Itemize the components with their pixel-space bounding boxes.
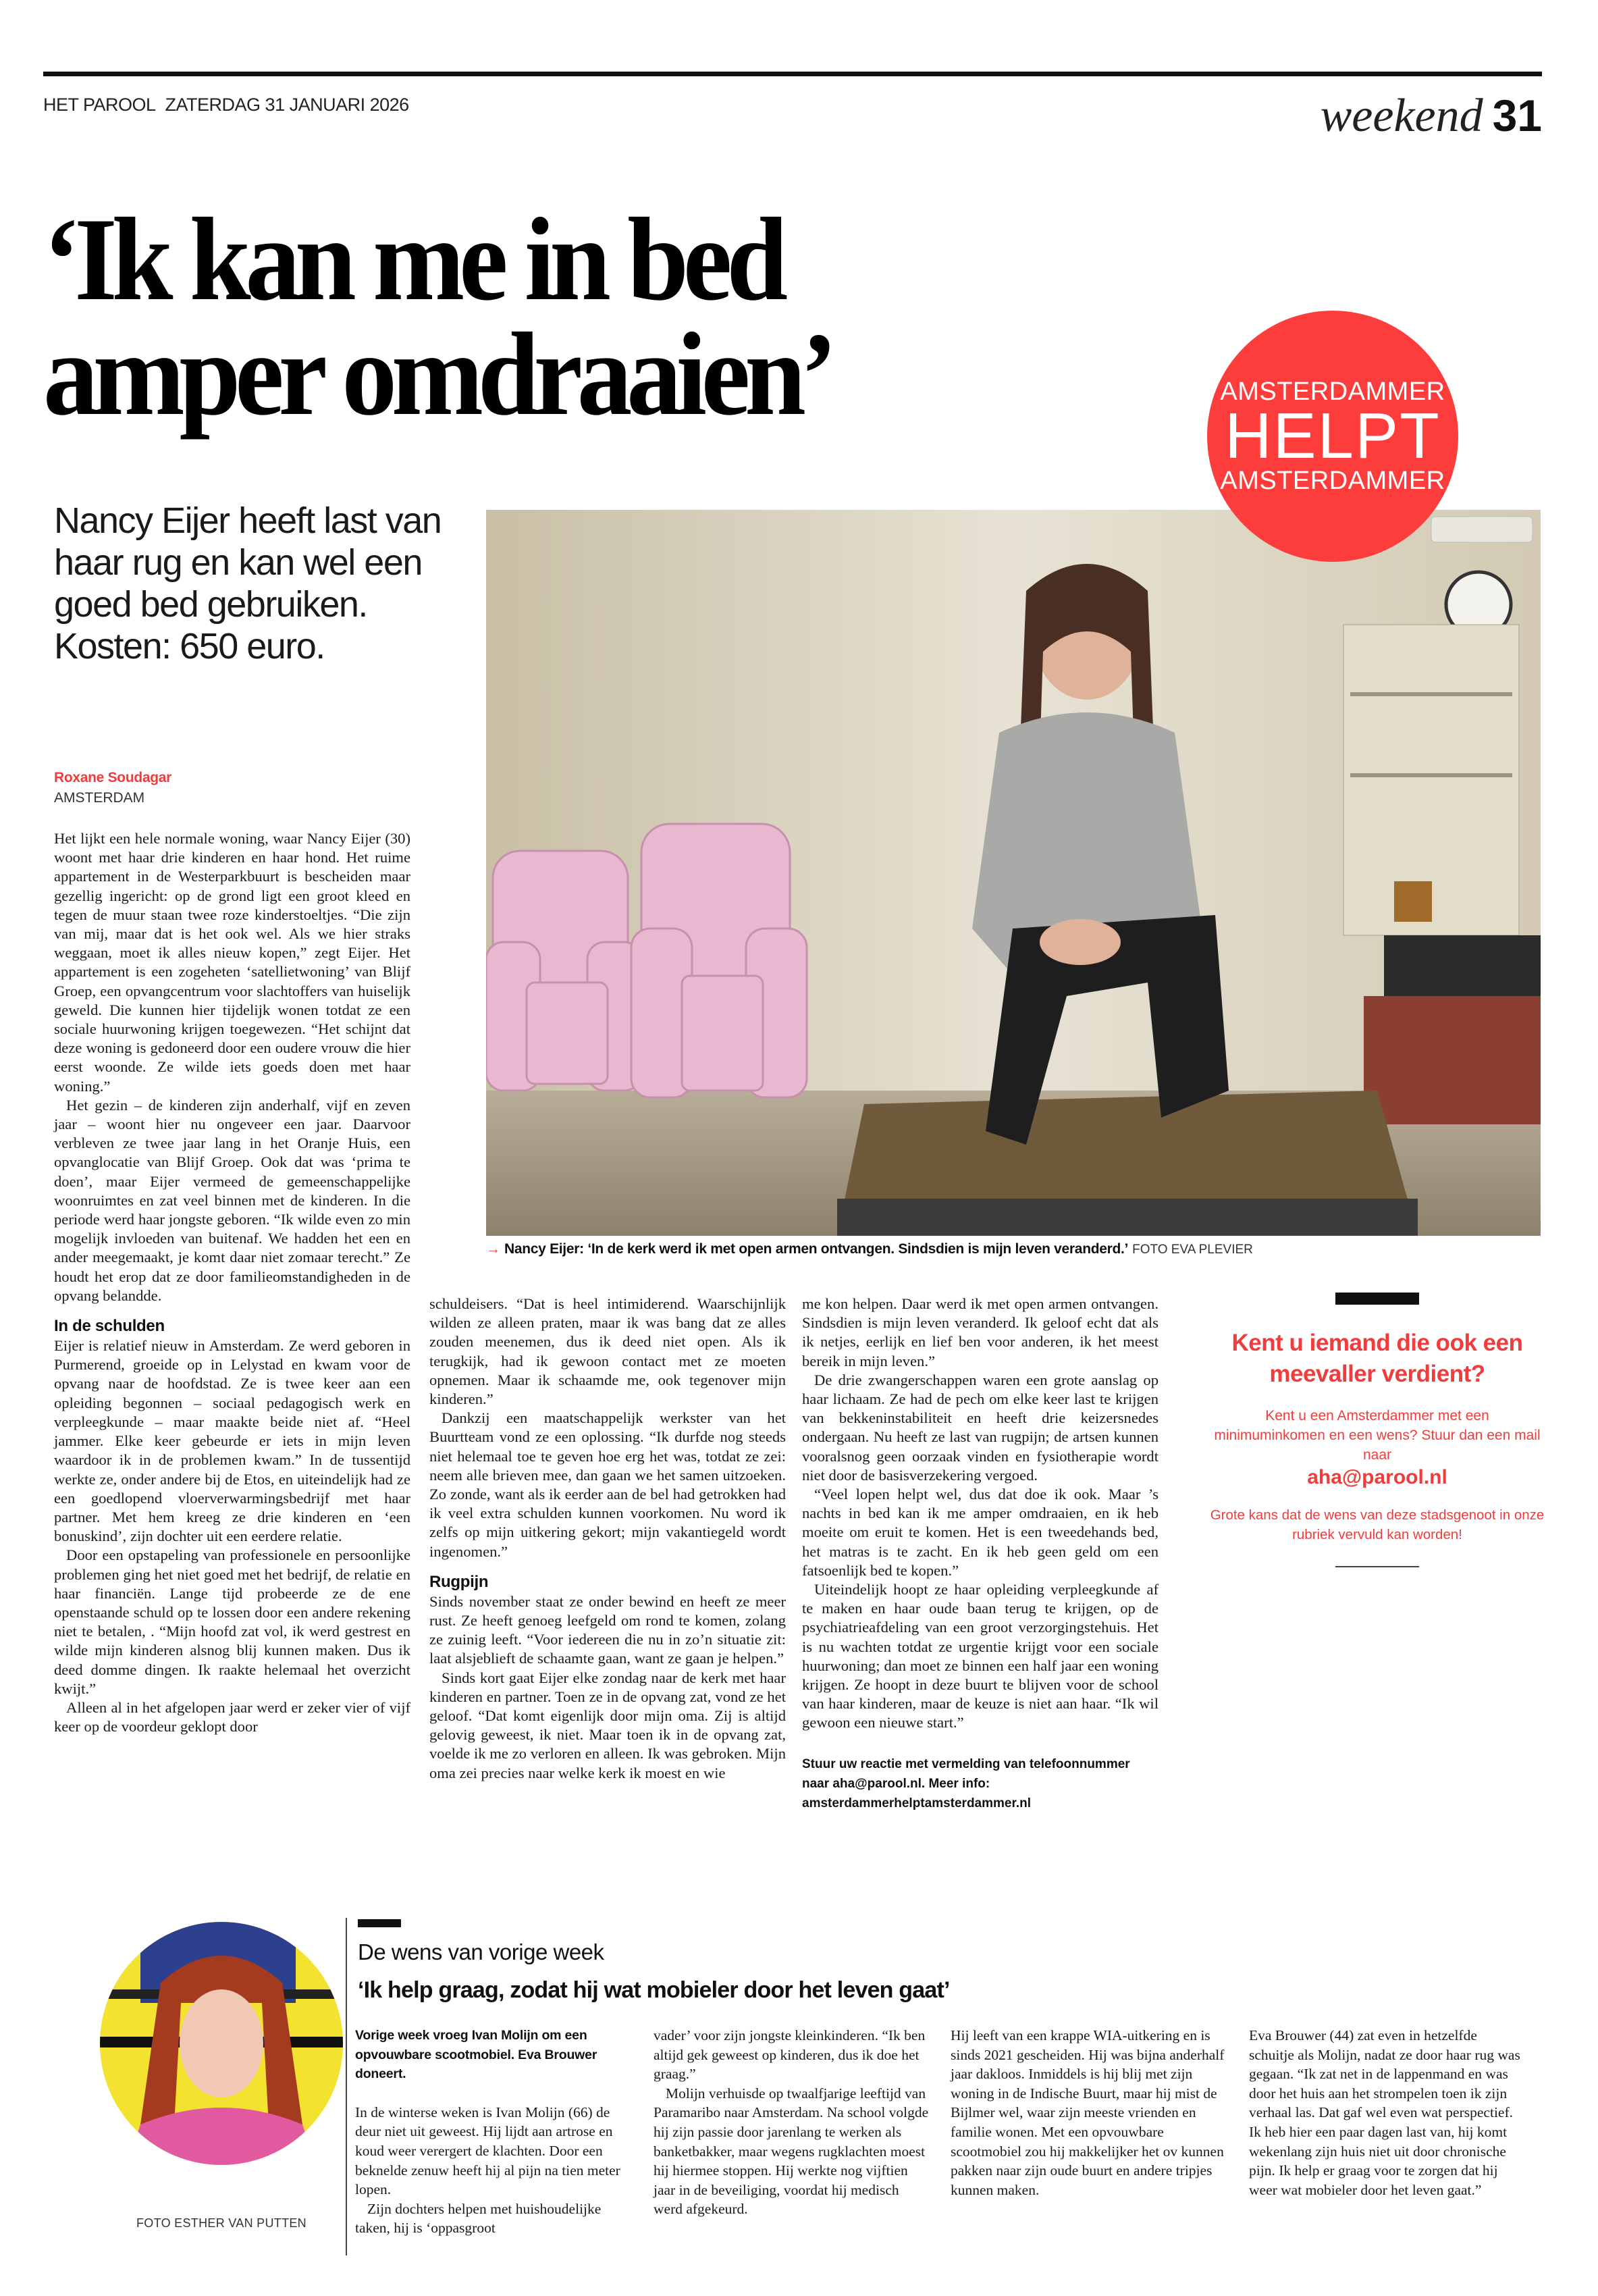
- caption-quote: Nancy Eijer: ‘In de kerk werd ik met open armen ontvangen. Sindsdien is mijn leven veranderd.’: [504, 1241, 1129, 1257]
- contact-note: Stuur uw reactie met vermelding van telefoonnummer naar aha@parool.nl. Meer info: amsterdammerhelptamsterdammer.nl: [802, 1756, 1130, 1810]
- headline: [43, 194, 1136, 440]
- paragraph: Hij leeft van een krappe WIA-uitkering en is sinds 2021 gescheiden. Hij was bijna anderhalf jaar dakloos. Inmiddels is hij blij met zijn woning in de Indische Buurt, maar hij mist de Bijlmer wel, waar zijn meeste vrienden en familie wonen. Met een opvouwbare scootmobiel zou hij makkelijker het ov kunnen pakken naar zijn oude buurt en andere tripjes kunnen maken.: [951, 2027, 1225, 2198]
- paper-name: HET PAROOL: [43, 95, 156, 115]
- portrait-credit: FOTO ESTHER VAN PUTTEN: [136, 2216, 307, 2230]
- paragraph: vader’ voor zijn jongste kleinkinderen. “Ik ben altijd gek geweest op kinderen, dus ik doe het graag.”: [654, 2027, 926, 2083]
- arrow-right-icon: →: [486, 1241, 500, 1257]
- wens-column-3: [951, 2026, 1227, 2199]
- aside-body: Kent u een Amsterdammer met een minimuminkomen en een wens? Stuur dan een mail naar: [1214, 1408, 1541, 1463]
- headline-line-2: amper omdraaien’: [43, 309, 832, 440]
- paragraph: Sinds kort gaat Eijer elke zondag naar de kerk met haar kinderen en partner. Toen ze in de opvang zat, vond ze het geloof. “Dat komt eigenlijk door mijn oma. Zij is altijd gelovig geweest, ik niet. Maar toen ik in de opvang zat, voelde ik me zo verloren en alleen. Ik was gebroken. Mijn oma zei precies naar welke kerk ik moest en wie: [429, 1669, 786, 1781]
- aside-body-2: Grote kans dat de wens van deze stadsgenoot in onze rubriek vervuld kan worden!: [1210, 1507, 1545, 1542]
- article-column-3: [802, 1295, 1158, 1813]
- top-rule: [43, 72, 1542, 76]
- section-header: [1321, 89, 1542, 143]
- main-photo: [486, 510, 1541, 1236]
- paragraph: Eijer is relatief nieuw in Amsterdam. Ze werd geboren in Purmerend, groeide op in Lelystad en kwam voor de opvang naar de hoofdstad. Ze is twee keer aan een opleiding begonnen – sociaal pedagogisch werk en verpleegkunde – maar maakte beide niet af. “Heel jammer. Elke keer gebeurde er iets in mijn leven waardoor ik in de problemen kwam.” In de tussentijd werkte ze, onder andere bij de Etos, en uiteindelijk had ze een goedlopend vloerverwarmingsbedrijf met haar partner. Met hem kreeg ze drie kinderen en ‘een bonuskind’, zijn dochter uit een eerdere relatie.: [54, 1337, 410, 1545]
- aside-box: [1208, 1283, 1546, 1567]
- amsterdammer-helpt-badge: [1207, 311, 1458, 562]
- paragraph: Sinds november staat ze onder bewind en heeft ze meer rust. Ze heeft genoeg leefgeld om rond te komen, zolang ze zuinig leeft. “Voor iedereen die nu in zo’n situatie zit: laat alsjeblieft de schaamte gaan, want ze gaan je helpen.”: [429, 1592, 786, 1667]
- page-number: 31: [1492, 90, 1542, 140]
- intro-text: Nancy Eijer heeft last van haar rug en kan wel een goed bed gebruiken. Kosten: 650 euro.: [54, 500, 442, 667]
- paragraph: Uiteindelijk hoopt ze haar opleiding verpleegkunde af te maken en haar oude baan terug te krijgen, op de psychiatrieafdeling van een groot verzorgingstehuis. Het is nu wachten totdat ze urgentie krijgt voor een sociale huurwoning; dan moet ze binnen een half jaar een woning krijgen. Ze hoopt in deze buurt te blijven voor de school van haar kinderen, maar de keuze is niet aan haar. “Ik wil gewoon een nieuwe start.”: [802, 1581, 1158, 1731]
- subheading-rugpijn: Rugpijn: [429, 1572, 489, 1591]
- photo-credit: FOTO EVA PLEVIER: [1132, 1243, 1253, 1257]
- wens-column-4: [1249, 2026, 1526, 2199]
- wens-column-1: [355, 2026, 632, 2238]
- badge-bottom: AMSTERDAMMER: [1220, 467, 1445, 495]
- byline-author: Roxane Soudagar: [54, 770, 172, 785]
- paragraph: Zijn dochters helpen met huishoudelijke taken, hij is ‘oppasgroot: [355, 2200, 602, 2237]
- paragraph: De drie zwangerschappen waren een grote aanslag op haar lichaam. Ze had de pech om elke keer last te krijgen van bekkeninstabiliteit en heeft drie keizersnedes ondergaan. Nu heeft ze last van rugpijn; de artsen kunnen vooralsnog geen oorzaak vinden en fysiotherapie wordt niet door de basisverzekering vergoed.: [802, 1371, 1158, 1484]
- article-column-1: [54, 829, 410, 1736]
- paragraph: Door een opstapeling van professionele en persoonlijke problemen ging het niet goed met het bedrijf, de relatie en haar financiën. Lange tijd probeerde ze de ene openstaande schuld op te lossen door een andere rekening niet te betalen, . “Mijn hoofd zat vol, ik werd gestrest en wilde mijn kinderen alsnog blij kunnen maken. Dus ik deed domme dingen. Ik raakte helemaal het overzicht kwijt.”: [54, 1546, 410, 1697]
- wens-title: ‘Ik help graag, zodat hij wat mobieler door het leven gaat’: [358, 1977, 950, 2003]
- aside-title: Kent u iemand die ook een meevaller verdient?: [1231, 1330, 1523, 1387]
- badge-middle: HELPT: [1225, 400, 1441, 472]
- paragraph: Het lijkt een hele normale woning, waar Nancy Eijer (30) woont met haar drie kinderen en haar hond. Het ruime appartement in de Westerparkbuurt is bescheiden maar gezellig ingericht: op de grond ligt een groot kleed en tegen de muur staan twee roze kinderstoeltjes. “Die zijn van mij, maar dat is het ook wel. Als we hier straks weggaan, moet ik alles nieuw kopen,” zegt Eijer. Het appartement is een zogeheten ‘satellietwoning’ van Blijf Groep, een opvangcentrum voor slachtoffers van huiselijk geweld. Die kunnen hier tijdelijk wonen totdat ze een sociale huurwoning krijgen toegewezen. “Het schijnt dat deze woning is gedoneerd door een oudere vrouw die hier eerst woonde. Ze wilde iets goeds doen met haar woning.”: [54, 830, 410, 1095]
- paragraph: “Veel lopen helpt wel, dus dat doe ik ook. Maar ’s nachts in bed kan ik me amper omdraaien, en ik heb moeite om eruit te komen. Het is een tweedehands bed, het matras is te zacht. En ik heb geen geld om een fatsoenlijk bed te kopen.”: [802, 1486, 1158, 1579]
- paragraph: In de winterse weken is Ivan Molijn (66) de deur niet uit geweest. Hij lijdt aan artrose en koud weer verergert de klachten. Door een beknelde zenuw heeft hij al pijn na tien meter lopen.: [355, 2104, 620, 2198]
- wens-column-2: [654, 2026, 930, 2219]
- paragraph: Molijn verhuisde op twaalfjarige leeftijd van Paramaribo naar Amsterdam. Na school volgde hij zijn passie door jarenlang te werken als banketbakker, maar wegens rugklachten moest hij hiermee stoppen. Hij werkte nog vijftien jaar in de beveiliging, voordat hij medisch werd afgekeurd.: [654, 2085, 929, 2218]
- byline-location: AMSTERDAM: [54, 790, 145, 806]
- wens-lead: Vorige week vroeg Ivan Molijn om een opvouwbare scootmobiel. Eva Brouwer doneert.: [355, 2028, 597, 2082]
- section-name: weekend: [1320, 90, 1483, 142]
- section-divider: [346, 1918, 347, 2255]
- paragraph: Het gezin – de kinderen zijn anderhalf, vijf en zeven jaar – woont hier nu ongeveer een jaar. Daarvoor verbleven ze twee jaar lang in het Oranje Huis, een opvanglocatie van Blijf Groep. Ook dat was ‘prima te doen’, maar Eijer vermeed de gemeenschappelijke woonruimtes en zat veel binnen met de kinderen. In die periode werd haar jongste geboren. “Ik wilde even zo min mogelijk invloeden van buitenaf. We hadden het een en ander meegemaakt, je komt daar niet zomaar terecht.” Ze houdt het erop dat ze door familieomstandigheden in de opvang belandde.: [54, 1096, 410, 1304]
- aside-bar: [1335, 1293, 1419, 1305]
- paragraph: me kon helpen. Daar werd ik met open armen ontvangen. Sindsdien is mijn leven veranderd. Ik geloof echt dat als ik netjes, eerlijk en lief ben voor anderen, ik het meest bereik in mijn leven.”: [802, 1295, 1158, 1369]
- paragraph: Alleen al in het afgelopen jaar werd er zeker vier of vijf keer op de voordeur geklopt door: [54, 1698, 410, 1736]
- photo-illustration: [486, 510, 1541, 1236]
- paragraph: Dankzij een maatschappelijk werkster van het Buurtteam vond ze een oplossing. “Ik durfde nog steeds niet helemaal toe te geven hoe erg het was, totdat ze zei: neem alle brieven mee, dan gaan we het samen uitzoeken. Zo zonde, want als ik eerder aan de bel had getrokken had ik veel extra schulden kunnen voorkomen. Nu word ik zelfs op mijn uitkering gekort; mijn vakantiegeld wordt ingenomen.”: [429, 1409, 786, 1560]
- masthead: [43, 95, 409, 115]
- subheading-schulden: In de schulden: [54, 1317, 165, 1336]
- portrait-photo: [100, 1922, 343, 2165]
- paragraph: schuldeisers. “Dat is heel intimiderend. Waarschijnlijk wilden ze alleen praten, maar ik was bang dat ze alles zouden meenemen, dus ik deed niet open. Als ik terugkijk, had ik gewoon contact met ze moeten opnemen. Maar ik schaamde me, ook tegenover mijn kinderen.”: [429, 1295, 786, 1408]
- paragraph: Eva Brouwer (44) zat even in hetzelfde schuitje als Molijn, nadat ze door haar rug was gegaan. “Ik zat net in de lappenmand en was door het huis aan het strompelen toen ik zijn verhaal las. Dat gaf wel even wat perspectief. Ik heb hier een paar dagen last van, hij komt wekenlang zijn huis niet uit door chronische pijn. Ik help er graag voor te zorgen dat hij weer wat mobieler door het leven gaat.”: [1249, 2027, 1520, 2198]
- wens-kicker: De wens van vorige week: [358, 1939, 604, 1964]
- portrait-illustration: [100, 1922, 343, 2165]
- article-column-2: [429, 1295, 786, 1783]
- issue-date: ZATERDAG 31 JANUARI 2026: [165, 95, 409, 115]
- aside-email-link[interactable]: aha@parool.nl: [1307, 1466, 1447, 1488]
- headline-line-1: ‘Ik kan me in bed: [43, 194, 782, 325]
- photo-caption: [486, 1241, 1553, 1257]
- aside-rule: [1335, 1566, 1419, 1567]
- wens-bar: [358, 1919, 401, 1927]
- badge-top: AMSTERDAMMER: [1220, 377, 1445, 406]
